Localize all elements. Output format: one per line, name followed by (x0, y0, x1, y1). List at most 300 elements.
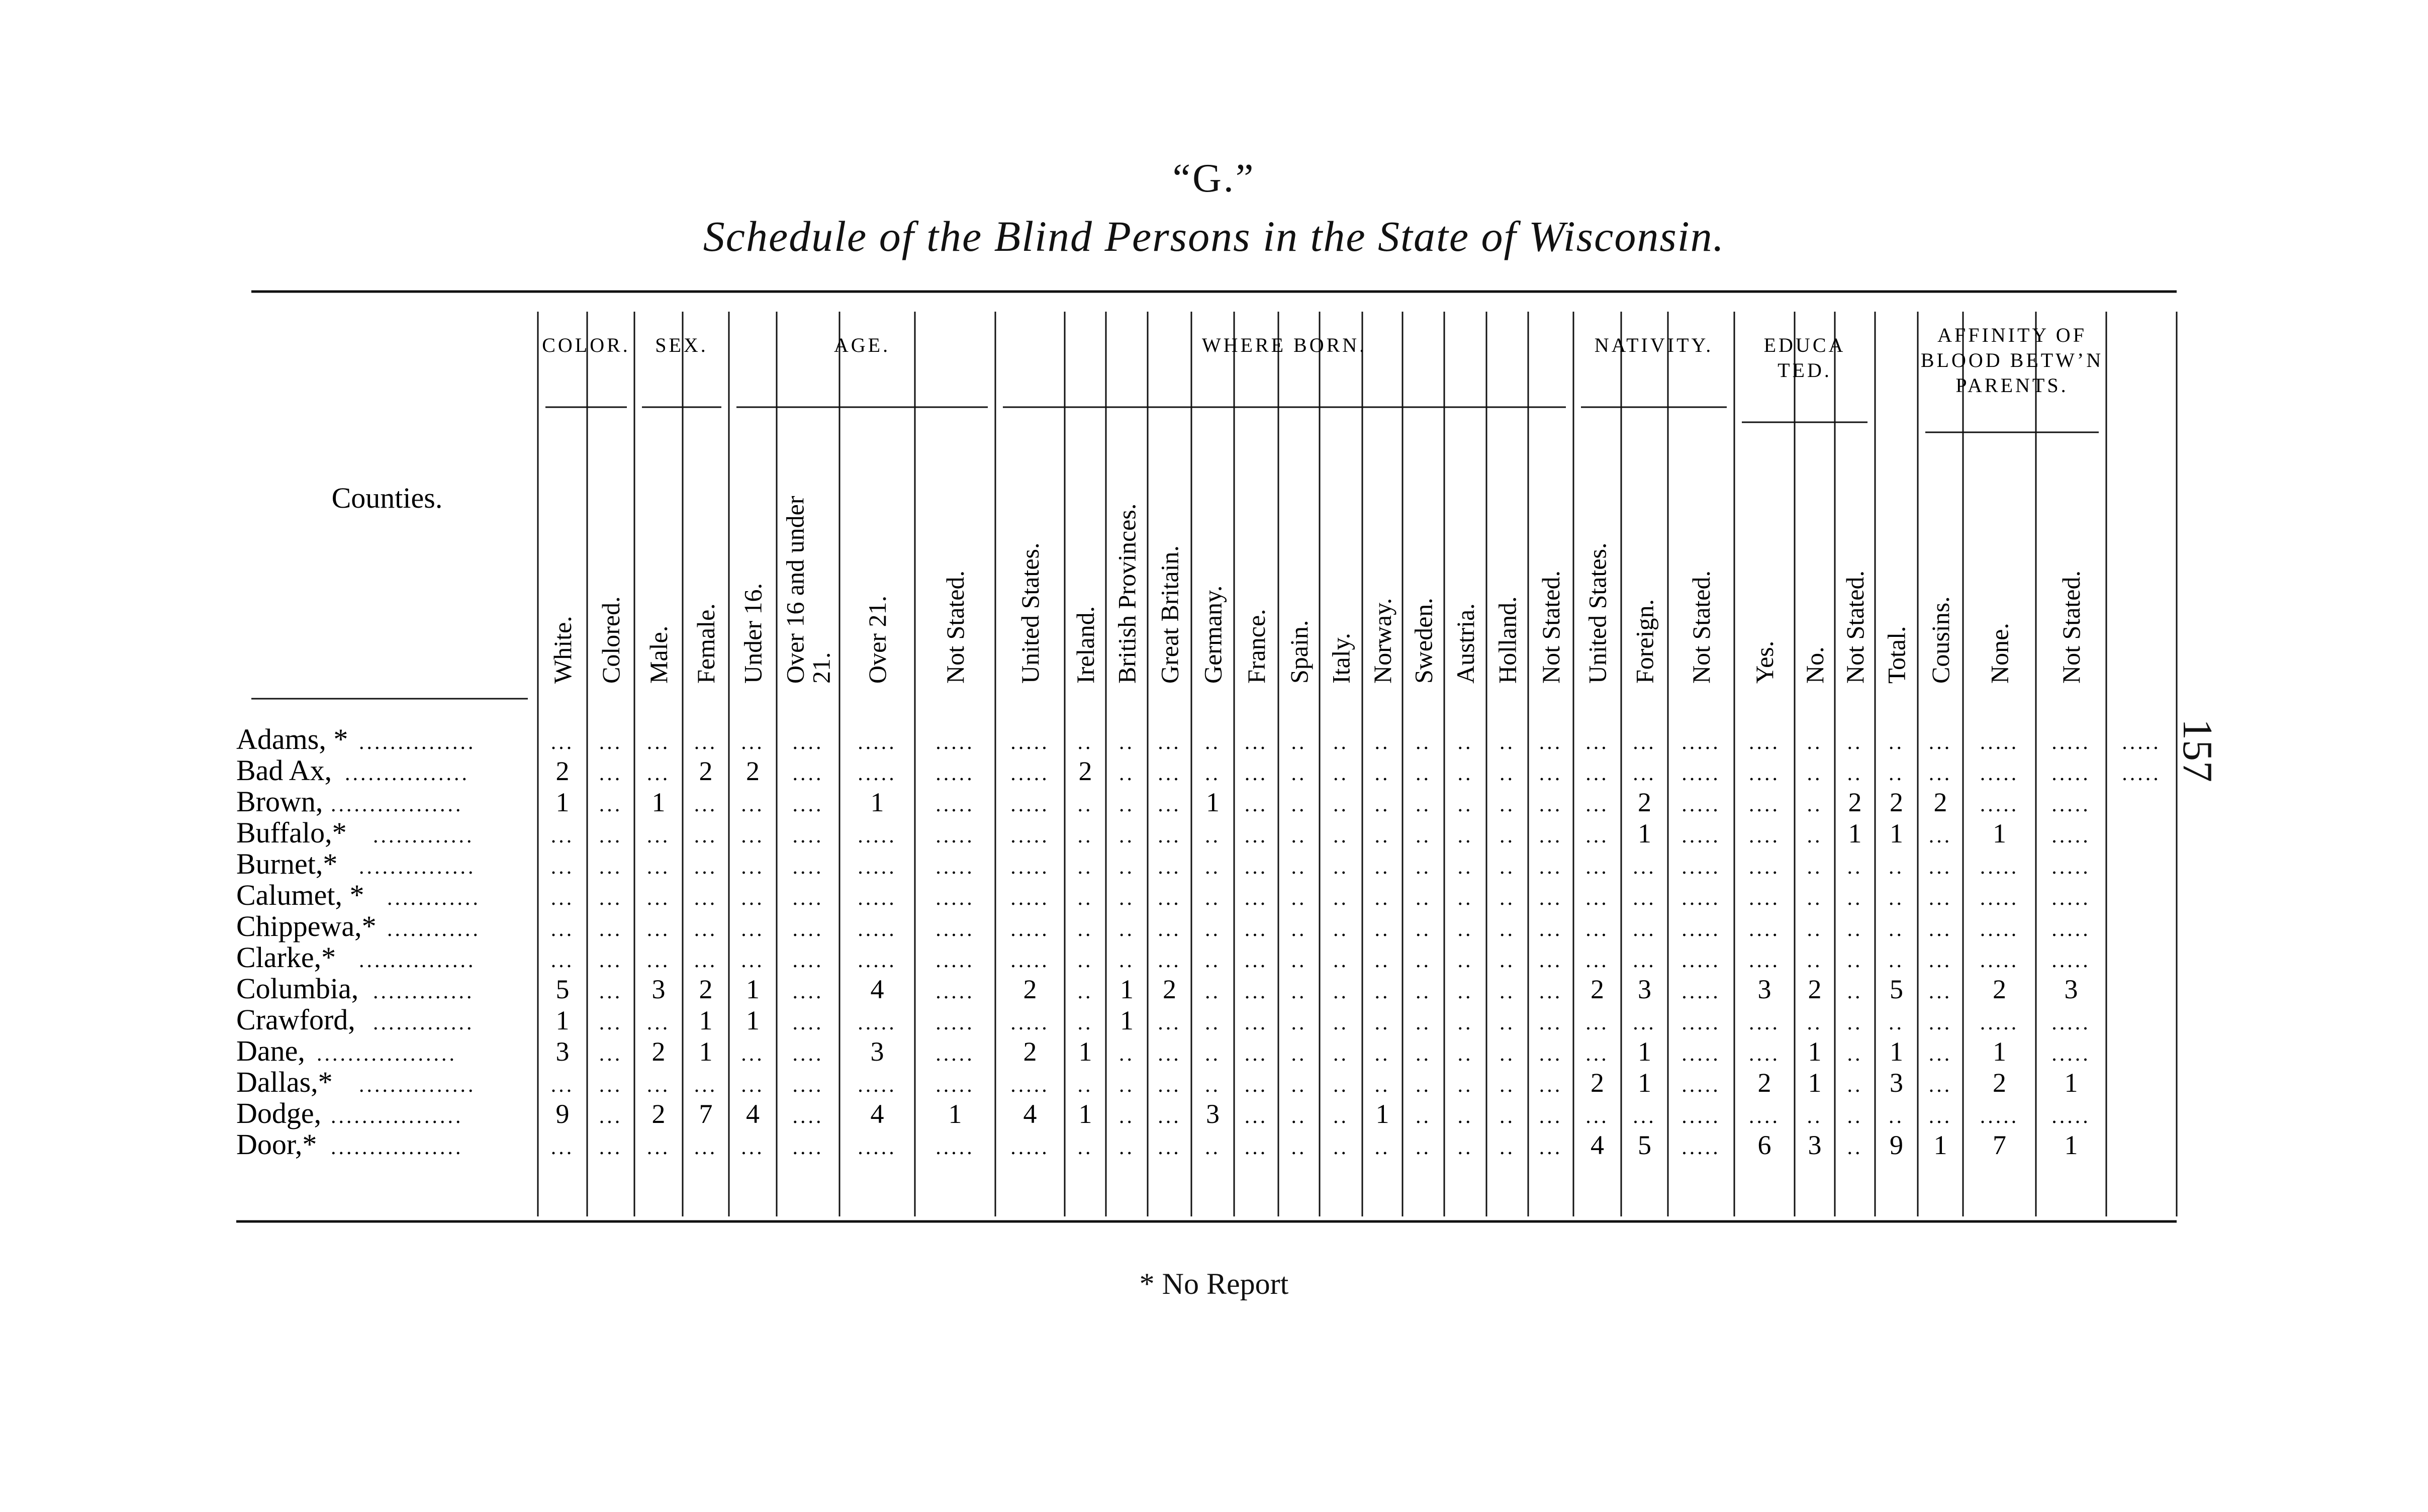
cell-empty-dots: ... (1539, 856, 1563, 879)
cell-empty-dots: ... (1244, 980, 1268, 1003)
cell-empty-dots: ... (1158, 949, 1181, 972)
county-label: Clarke,* (236, 941, 336, 974)
cell-empty-dots: ... (1928, 887, 1952, 910)
group-header-educated-line: TED. (1778, 359, 1832, 382)
cell-empty-dots: ..... (1682, 1043, 1721, 1066)
cell-empty-dots: ... (646, 949, 671, 972)
cell-empty-dots: ... (1928, 762, 1952, 785)
cell-empty-dots: .. (1333, 1136, 1349, 1159)
cell-empty-dots: .. (1077, 1011, 1093, 1034)
cell-empty-dots: ... (599, 949, 623, 972)
leader-dots: ............... (359, 1074, 476, 1097)
cell-empty-dots: .. (1205, 856, 1221, 879)
cell-empty-dots: .. (1205, 1043, 1221, 1066)
cell-empty-dots: .. (1847, 918, 1863, 941)
cell-empty-dots: .. (1291, 1136, 1307, 1159)
cell-empty-dots: ..... (2051, 1105, 2091, 1128)
cell-empty-dots: .. (1847, 1074, 1863, 1097)
cell-empty-dots: .. (1374, 731, 1390, 754)
cell-value: 2 (699, 756, 713, 786)
footnote: * No Report (1139, 1267, 1289, 1300)
cell-empty-dots: ... (599, 1043, 623, 1066)
page-number: 157 (2174, 719, 2221, 782)
cell-empty-dots: .... (792, 731, 824, 754)
cell-empty-dots: ..... (1682, 918, 1721, 941)
cell-empty-dots: ... (1633, 731, 1656, 754)
cell-value: 2 (555, 756, 570, 786)
cell-empty-dots: ... (1158, 731, 1181, 754)
cell-value: 2 (1638, 787, 1651, 817)
cell-empty-dots: .. (1416, 731, 1431, 754)
cell-empty-dots: ... (694, 731, 718, 754)
column-header-not-stated: Not Stated. (2057, 571, 2085, 684)
cell-empty-dots: .... (1749, 1105, 1780, 1128)
cell-empty-dots: .. (1374, 856, 1390, 879)
cell-empty-dots: ..... (1010, 793, 1050, 816)
cell-empty-dots: ... (1928, 1105, 1952, 1128)
cell-value: 1 (746, 1005, 760, 1035)
cell-empty-dots: .. (1416, 1136, 1431, 1159)
cell-empty-dots: ..... (1682, 1136, 1721, 1159)
column-header-not-stated: Not Stated. (1537, 571, 1565, 684)
cell-empty-dots: .. (1889, 762, 1904, 785)
cell-empty-dots: .. (1374, 1043, 1390, 1066)
cell-empty-dots: .. (1119, 887, 1135, 910)
cell-empty-dots: ... (694, 793, 718, 816)
cell-empty-dots: .. (1500, 731, 1515, 754)
cell-value: 1 (699, 1005, 713, 1035)
group-header-nativity-line: NATIVITY. (1594, 334, 1714, 356)
cell-empty-dots: .. (1077, 980, 1093, 1003)
cell-empty-dots: .. (1416, 1011, 1431, 1034)
cell-empty-dots: .. (1333, 1043, 1349, 1066)
cell-empty-dots: .. (1077, 1136, 1093, 1159)
cell-empty-dots: .. (1333, 1011, 1349, 1034)
cell-empty-dots: ... (1539, 731, 1563, 754)
cell-empty-dots: ... (1244, 856, 1268, 879)
county-labels (236, 723, 481, 1161)
cell-value: 2 (1933, 787, 1947, 817)
cell-empty-dots: .... (1749, 731, 1780, 754)
cell-empty-dots: ... (646, 824, 671, 847)
cell-empty-dots: ..... (2051, 918, 2091, 941)
column-header-great-britain: Great Britain. (1155, 545, 1184, 684)
cell-value: 3 (651, 974, 666, 1004)
cell-empty-dots: .. (1291, 1074, 1307, 1097)
cell-empty-dots: ... (741, 918, 765, 941)
cell-empty-dots: .. (1457, 887, 1473, 910)
cell-empty-dots: .. (1374, 793, 1390, 816)
cell-empty-dots: .. (1457, 1043, 1473, 1066)
cell-empty-dots: .. (1457, 824, 1473, 847)
cell-empty-dots: .... (792, 1105, 824, 1128)
cell-value: 2 (1993, 974, 2006, 1004)
cell-empty-dots: ..... (936, 762, 975, 785)
cell-empty-dots: .... (1749, 762, 1780, 785)
page-title: Schedule of the Blind Persons in the State of Wisconsin. (703, 212, 1725, 260)
cell-empty-dots: ... (741, 887, 765, 910)
cell-empty-dots: .. (1077, 918, 1093, 941)
cell-empty-dots: ..... (1980, 918, 2019, 941)
cell-empty-dots: ... (550, 918, 575, 941)
cell-value: 4 (1591, 1130, 1604, 1160)
cell-empty-dots: ..... (1980, 887, 2019, 910)
cell-value: 3 (1808, 1130, 1822, 1160)
cell-value: 2 (1848, 787, 1862, 817)
cell-empty-dots: .. (1500, 1043, 1515, 1066)
cell-value: 2 (1023, 974, 1037, 1004)
cell-empty-dots: ..... (2051, 1043, 2091, 1066)
cell-empty-dots: ... (1244, 918, 1268, 941)
county-label: Dallas,* (236, 1066, 333, 1098)
cell-empty-dots: .... (1749, 1011, 1780, 1034)
cell-value: 5 (1890, 974, 1903, 1004)
cell-empty-dots: .. (1847, 949, 1863, 972)
cell-empty-dots: .. (1205, 1011, 1221, 1034)
cell-empty-dots: ... (1928, 949, 1952, 972)
column-header-france: France. (1242, 609, 1270, 684)
cell-empty-dots: ..... (858, 824, 897, 847)
cell-empty-dots: ... (646, 1136, 671, 1159)
cell-value: 2 (1890, 787, 1903, 817)
cell-empty-dots: ... (741, 824, 765, 847)
cell-empty-dots: ..... (1682, 1011, 1721, 1034)
cell-value: 1 (1890, 818, 1903, 848)
cell-empty-dots: ... (1585, 793, 1609, 816)
cell-value: 4 (746, 1099, 760, 1129)
counties-column-header: Counties. (331, 482, 443, 514)
cell-empty-dots: .. (1119, 1105, 1135, 1128)
cell-empty-dots: .. (1119, 856, 1135, 879)
cell-empty-dots: ... (1539, 762, 1563, 785)
cell-value: 1 (1078, 1036, 1092, 1067)
cell-empty-dots: ... (1244, 1136, 1268, 1159)
county-label: Calumet, * (236, 879, 364, 911)
cell-empty-dots: ... (1158, 1136, 1181, 1159)
cell-empty-dots: ... (1539, 1043, 1563, 1066)
cell-empty-dots: ... (1539, 1074, 1563, 1097)
county-label: Burnet,* (236, 847, 338, 880)
cell-empty-dots: .. (1847, 1043, 1863, 1066)
cell-empty-dots: .. (1077, 856, 1093, 879)
cell-empty-dots: .. (1291, 1043, 1307, 1066)
cell-empty-dots: ... (1633, 949, 1656, 972)
cell-empty-dots: ... (1539, 793, 1563, 816)
cell-value: 2 (1591, 974, 1604, 1004)
leader-dots: ................. (331, 1105, 463, 1128)
cell-empty-dots: .. (1500, 1105, 1515, 1128)
group-header-affinity-of-blood-betw-n-parents-line: PARENTS. (1955, 374, 2069, 397)
group-header-color-line: COLOR. (542, 334, 630, 356)
cell-empty-dots: ..... (858, 949, 897, 972)
cell-empty-dots: ... (1158, 793, 1181, 816)
cell-empty-dots: .. (1416, 980, 1431, 1003)
cell-empty-dots: ..... (2051, 887, 2091, 910)
cell-empty-dots: ... (1585, 887, 1609, 910)
cell-value: 7 (699, 1099, 713, 1129)
cell-empty-dots: .. (1333, 1105, 1349, 1128)
cell-empty-dots: ... (1633, 887, 1656, 910)
cell-value: 2 (1023, 1036, 1037, 1067)
county-label: Brown, (236, 785, 323, 818)
cell-empty-dots: ..... (1980, 949, 2019, 972)
cell-empty-dots: .. (1205, 980, 1221, 1003)
cell-value: 4 (870, 1099, 884, 1129)
column-header-yes: Yes. (1750, 640, 1779, 684)
cell-empty-dots: ... (1585, 856, 1609, 879)
cell-value: 2 (1808, 974, 1822, 1004)
cell-empty-dots: ..... (1980, 1105, 2019, 1128)
cell-empty-dots: .. (1205, 918, 1221, 941)
cell-empty-dots: .. (1807, 949, 1823, 972)
cell-value: 2 (1163, 974, 1176, 1004)
county-label: Door,* (236, 1128, 317, 1161)
cell-empty-dots: ..... (1980, 856, 2019, 879)
cell-value: 1 (2064, 1130, 2078, 1160)
cell-empty-dots: ..... (936, 731, 975, 754)
cell-empty-dots: .. (1205, 887, 1221, 910)
cell-empty-dots: .. (1205, 1136, 1221, 1159)
cell-value: 1 (1120, 974, 1134, 1004)
cell-value: 2 (746, 756, 760, 786)
cell-empty-dots: .... (1749, 856, 1780, 879)
cell-empty-dots: ..... (1980, 762, 2019, 785)
cell-empty-dots: .. (1416, 1043, 1431, 1066)
cell-value: 3 (555, 1036, 570, 1067)
cell-empty-dots: .. (1847, 1011, 1863, 1034)
cell-empty-dots: .. (1416, 887, 1431, 910)
group-header-age-line: AGE. (833, 334, 891, 356)
cell-empty-dots: .. (1119, 949, 1135, 972)
cell-value: 3 (870, 1036, 884, 1067)
cell-empty-dots: .. (1374, 1136, 1390, 1159)
cell-empty-dots: .. (1374, 887, 1390, 910)
cell-empty-dots: .. (1374, 824, 1390, 847)
cell-empty-dots: ... (646, 731, 671, 754)
cell-value: 2 (1078, 756, 1092, 786)
cell-empty-dots: .... (792, 1011, 824, 1034)
leader-dots: .................. (317, 1043, 457, 1066)
cell-empty-dots: ... (1244, 949, 1268, 972)
cell-empty-dots: ... (550, 887, 575, 910)
county-label: Buffalo,* (236, 816, 347, 849)
cell-empty-dots: .. (1847, 731, 1863, 754)
cell-value: 1 (1638, 1036, 1651, 1067)
cell-empty-dots: .. (1847, 1136, 1863, 1159)
cell-empty-dots: .. (1500, 887, 1515, 910)
cell-empty-dots: .. (1291, 1105, 1307, 1128)
cell-empty-dots: ... (1585, 1011, 1609, 1034)
cell-empty-dots: ... (1158, 1011, 1181, 1034)
cell-empty-dots: ..... (1980, 1011, 2019, 1034)
cell-value: 1 (1078, 1099, 1092, 1129)
cell-empty-dots: ... (1928, 980, 1952, 1003)
cell-empty-dots: .. (1119, 1136, 1135, 1159)
cell-empty-dots: .. (1119, 918, 1135, 941)
cell-empty-dots: ... (599, 793, 623, 816)
cell-empty-dots: .. (1889, 887, 1904, 910)
cell-empty-dots: ... (694, 1136, 718, 1159)
column-header-over-16-and-under-21: 21. (807, 652, 835, 684)
cell-value: 2 (1993, 1068, 2006, 1098)
cell-empty-dots: .... (1749, 887, 1780, 910)
leader-dots: ................. (331, 1136, 463, 1159)
cell-value: 1 (1808, 1036, 1822, 1067)
cell-empty-dots: .. (1205, 731, 1221, 754)
cell-empty-dots: .. (1333, 856, 1349, 879)
cell-value: 6 (1757, 1130, 1771, 1160)
cell-empty-dots: ... (599, 887, 623, 910)
cell-empty-dots: ..... (858, 918, 897, 941)
cell-empty-dots: ... (1244, 887, 1268, 910)
cell-empty-dots: ..... (936, 887, 975, 910)
cell-empty-dots: ... (1928, 1011, 1952, 1034)
cell-empty-dots: .. (1416, 856, 1431, 879)
cell-empty-dots: .. (1119, 793, 1135, 816)
cell-value: 1 (555, 1005, 570, 1035)
cell-empty-dots: ..... (2051, 949, 2091, 972)
cell-value: 2 (699, 974, 713, 1004)
cell-value: 1 (948, 1099, 962, 1129)
cell-empty-dots: .. (1291, 731, 1307, 754)
county-label: Crawford, (236, 1003, 355, 1036)
cell-empty-dots: .. (1333, 918, 1349, 941)
cell-empty-dots: .. (1333, 762, 1349, 785)
cell-empty-dots: ... (1585, 762, 1609, 785)
cell-empty-dots: .. (1374, 1074, 1390, 1097)
cell-value: 9 (555, 1099, 570, 1129)
cell-empty-dots: ..... (1682, 887, 1721, 910)
cell-empty-dots: ... (599, 731, 623, 754)
cell-value: 3 (1757, 974, 1771, 1004)
cell-empty-dots: ... (1158, 887, 1181, 910)
cell-empty-dots: .... (1749, 793, 1780, 816)
cell-empty-dots: .. (1807, 856, 1823, 879)
cell-empty-dots: .. (1457, 1011, 1473, 1034)
cell-empty-dots: .. (1333, 887, 1349, 910)
cell-empty-dots: ... (1539, 918, 1563, 941)
cell-empty-dots: ..... (858, 887, 897, 910)
cell-empty-dots: ..... (936, 824, 975, 847)
cell-empty-dots: .. (1807, 1105, 1823, 1128)
cell-empty-dots: ..... (936, 1043, 975, 1066)
cell-empty-dots: .... (792, 980, 824, 1003)
cell-value: 1 (746, 974, 760, 1004)
cell-value: 1 (1638, 818, 1651, 848)
cell-empty-dots: ... (1539, 1136, 1563, 1159)
cell-empty-dots: .. (1119, 762, 1135, 785)
cell-empty-dots: ... (1244, 824, 1268, 847)
cell-empty-dots: ..... (936, 1074, 975, 1097)
cell-empty-dots: ... (1633, 1011, 1656, 1034)
cell-empty-dots: ..... (1010, 1136, 1050, 1159)
cell-empty-dots: ... (1928, 1043, 1952, 1066)
cell-empty-dots: ... (1585, 1043, 1609, 1066)
column-header-italy: Italy. (1327, 633, 1355, 684)
leader-dots: ............. (373, 1011, 475, 1034)
cell-value: 1 (2064, 1068, 2078, 1098)
cell-empty-dots: ..... (936, 980, 975, 1003)
cell-empty-dots: .... (1749, 1043, 1780, 1066)
cell-value: 7 (1993, 1130, 2006, 1160)
cell-empty-dots: .. (1500, 1136, 1515, 1159)
cell-empty-dots: ..... (2051, 731, 2091, 754)
cell-empty-dots: .... (792, 918, 824, 941)
cell-empty-dots: .. (1416, 762, 1431, 785)
group-header-affinity-of-blood-betw-n-parents-line: BLOOD BETW’N (1920, 349, 2104, 371)
cell-empty-dots: ..... (1010, 1011, 1050, 1034)
cell-empty-dots: .. (1119, 1074, 1135, 1097)
cell-empty-dots: ... (1633, 918, 1656, 941)
cell-value: 1 (651, 787, 666, 817)
cell-empty-dots: ..... (1682, 1074, 1721, 1097)
column-header-under-16: Under 16. (738, 583, 767, 684)
cell-empty-dots: .. (1889, 856, 1904, 879)
cell-value: 1 (1890, 1036, 1903, 1067)
cell-empty-dots: .... (792, 1136, 824, 1159)
cell-empty-dots: ..... (858, 856, 897, 879)
cell-empty-dots: ... (550, 856, 575, 879)
cell-value: 1 (870, 787, 884, 817)
column-header-white: White. (548, 616, 577, 684)
cell-value: 3 (2064, 974, 2078, 1004)
column-header-austria: Austria. (1451, 603, 1479, 684)
leader-dots: ............... (359, 731, 476, 754)
cell-empty-dots: ... (1585, 731, 1609, 754)
cell-empty-dots: ... (599, 1105, 623, 1128)
cell-empty-dots: ..... (1010, 824, 1050, 847)
cell-empty-dots: .. (1416, 824, 1431, 847)
cell-empty-dots: ... (599, 980, 623, 1003)
cell-empty-dots: .. (1807, 731, 1823, 754)
cell-empty-dots: .. (1119, 1043, 1135, 1066)
cell-empty-dots: ... (1539, 980, 1563, 1003)
cell-empty-dots: ..... (1682, 1105, 1721, 1128)
cell-empty-dots: .. (1500, 949, 1515, 972)
cell-empty-dots: ..... (1010, 949, 1050, 972)
cell-empty-dots: .. (1416, 1074, 1431, 1097)
cell-empty-dots: ..... (858, 1011, 897, 1034)
cell-empty-dots: .... (792, 949, 824, 972)
cell-empty-dots: .... (1749, 949, 1780, 972)
cell-empty-dots: ... (1585, 918, 1609, 941)
cell-empty-dots: .. (1291, 980, 1307, 1003)
cell-empty-dots: ... (646, 1011, 671, 1034)
cell-empty-dots: .. (1457, 793, 1473, 816)
cell-empty-dots: .. (1374, 980, 1390, 1003)
cell-empty-dots: ... (1244, 1011, 1268, 1034)
cell-empty-dots: .. (1807, 762, 1823, 785)
cell-empty-dots: .. (1291, 762, 1307, 785)
cell-empty-dots: ... (1244, 1105, 1268, 1128)
group-header-sex-line: SEX. (655, 334, 708, 356)
cell-empty-dots: ..... (1980, 793, 2019, 816)
cell-value: 1 (1848, 818, 1862, 848)
cell-empty-dots: .. (1807, 1011, 1823, 1034)
cell-empty-dots: .. (1457, 1136, 1473, 1159)
cell-empty-dots: ... (646, 762, 671, 785)
cell-empty-dots: .. (1457, 1074, 1473, 1097)
cell-empty-dots: ... (1539, 1011, 1563, 1034)
column-header-holland: Holland. (1493, 596, 1522, 684)
cell-empty-dots: ..... (2051, 1011, 2091, 1034)
cell-empty-dots: ... (599, 918, 623, 941)
cell-value: 3 (1638, 974, 1651, 1004)
county-label: Adams, * (236, 723, 348, 755)
column-header-sweden: Sweden. (1409, 598, 1438, 684)
cell-empty-dots: .. (1205, 949, 1221, 972)
cell-empty-dots: ... (599, 762, 623, 785)
